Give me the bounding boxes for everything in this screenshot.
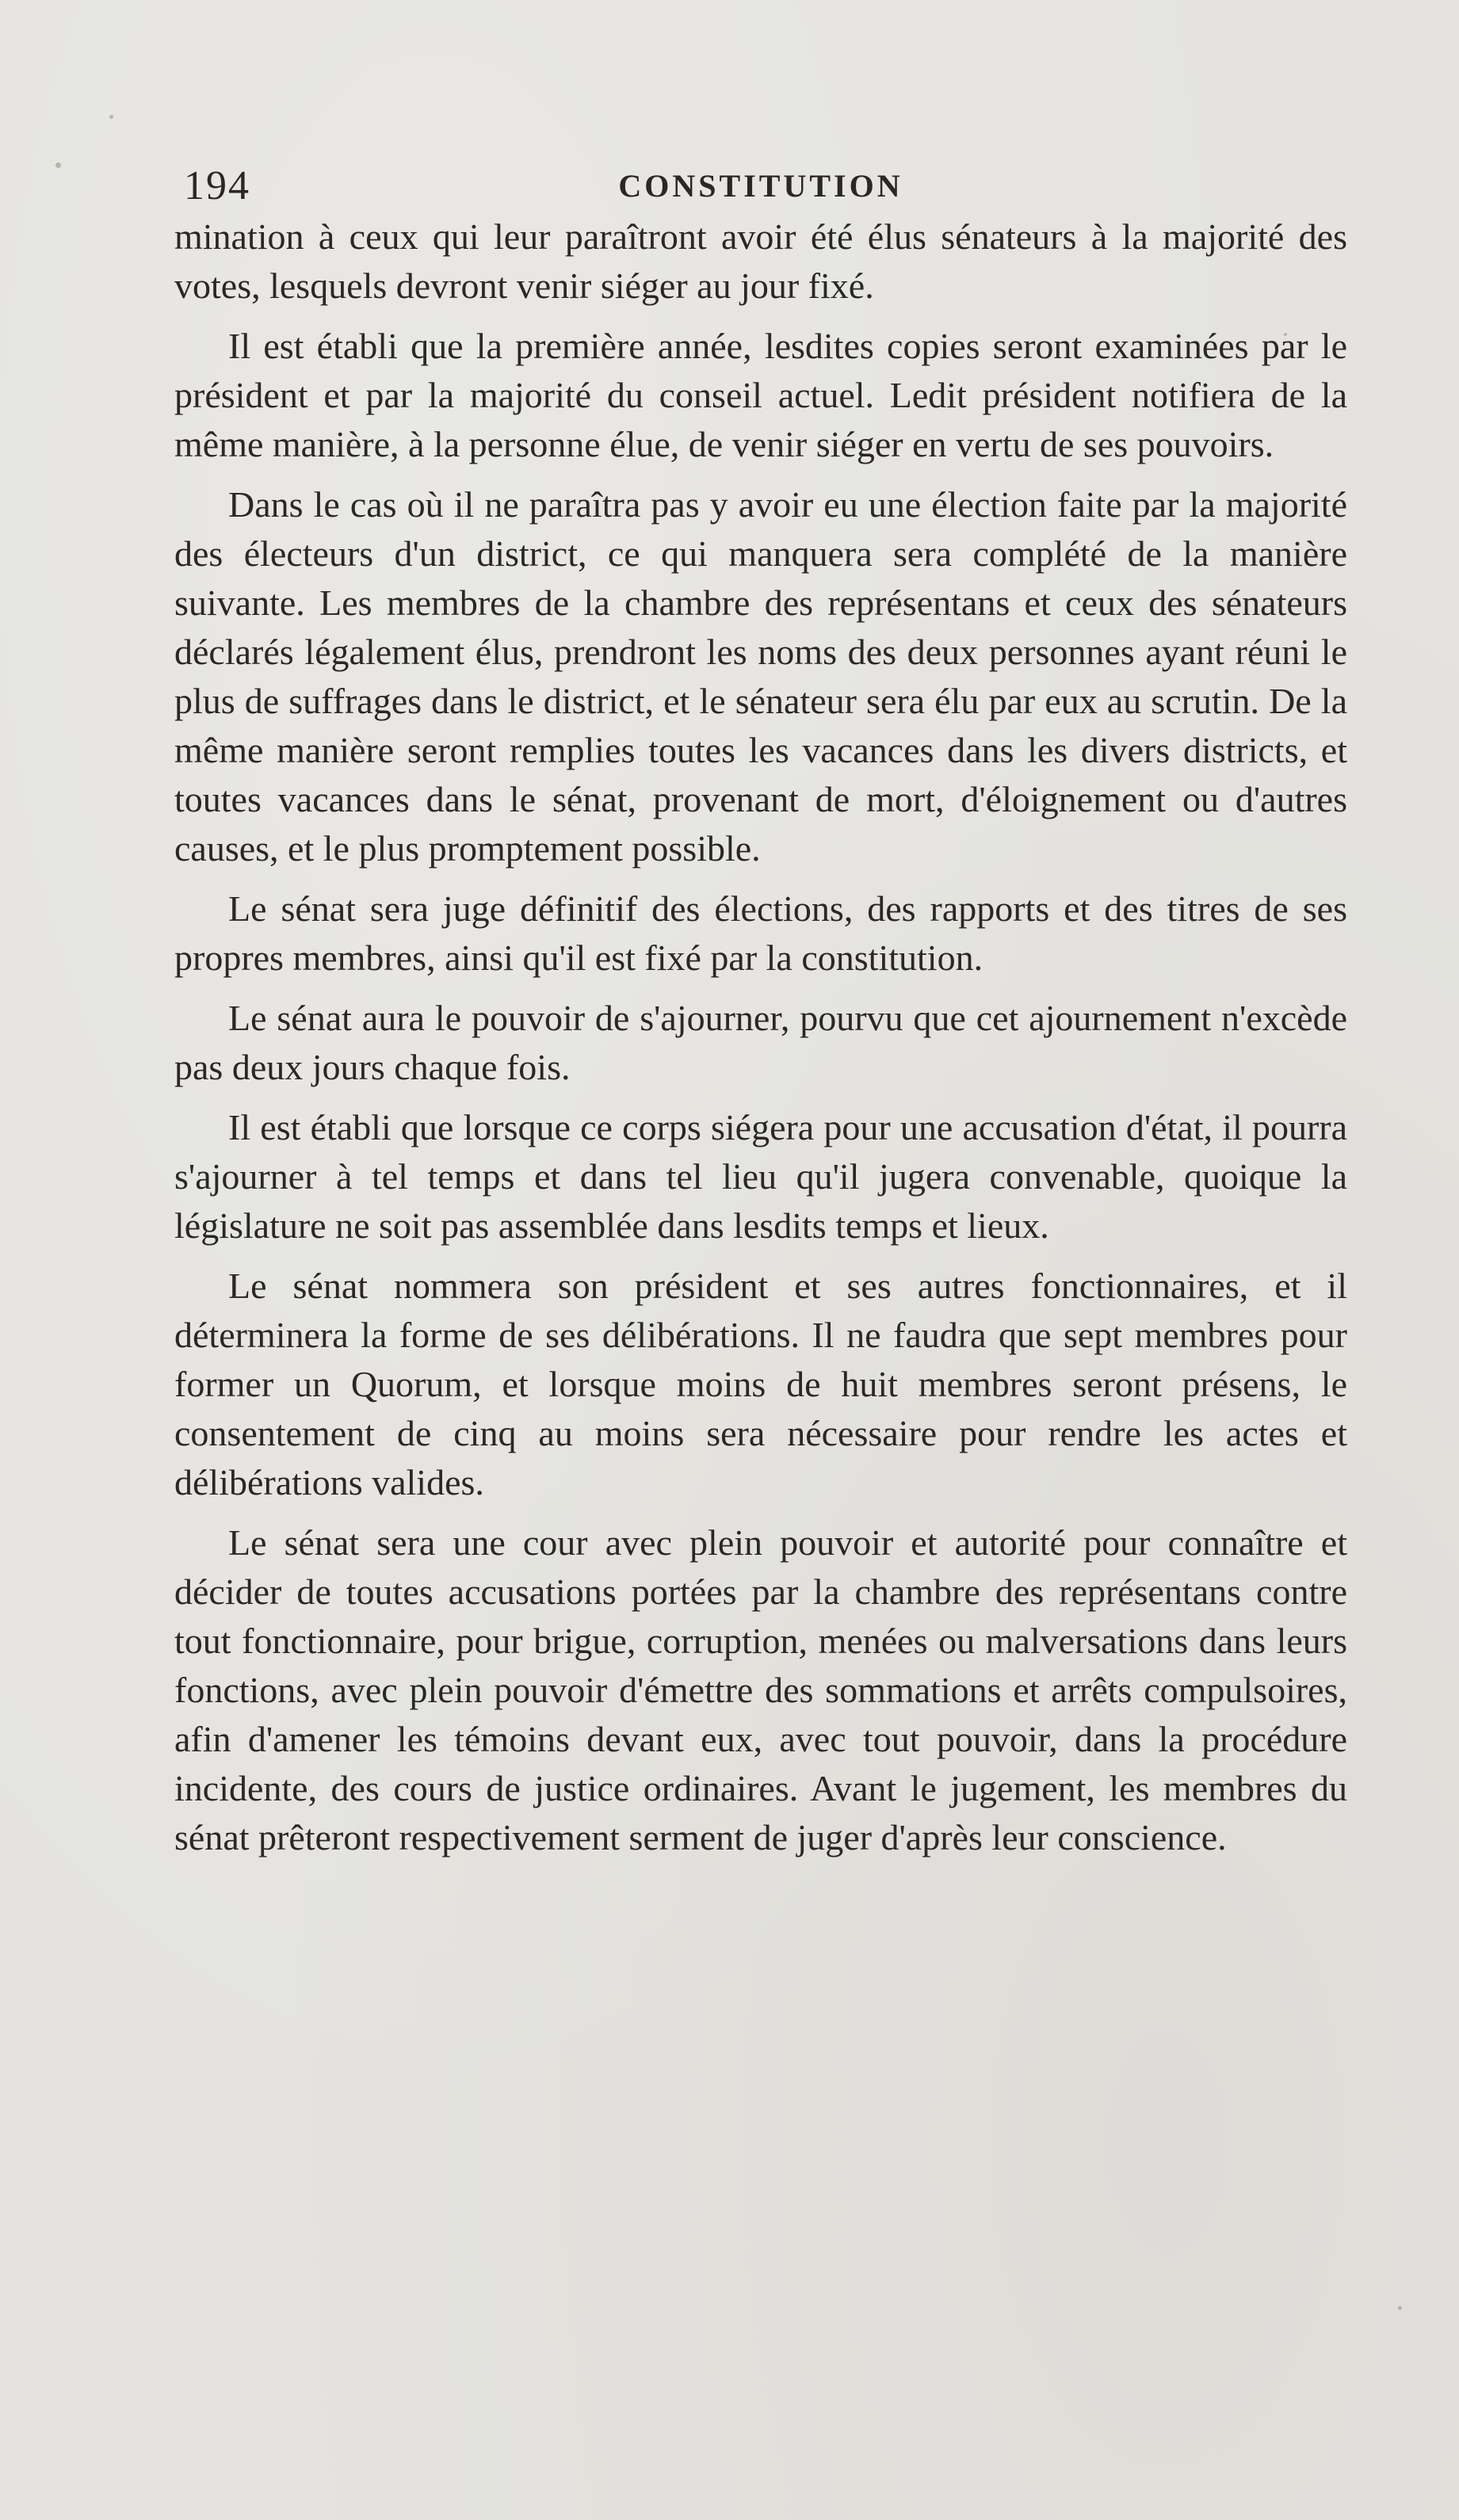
paragraph: Il est établi que lorsque ce corps siégera pour une accusation d'état, il pourra s'ajourner à tel temps et dans tel lieu qu'il jugera convenable, quoique la législature ne soit pas assemblée dans lesdits temps et lieux.	[174, 1107, 1347, 1246]
paragraph-continuation: mination à ceux qui leur paraîtront avoir été élus sénateurs à la majorité des votes, lesquels devront venir siéger au jour fixé.	[174, 216, 1347, 306]
paper-speck	[1398, 2306, 1402, 2310]
page-number: 194	[184, 163, 250, 208]
paragraph: Le sénat aura le pouvoir de s'ajourner, pourvu que cet ajournement n'excède pas deux jours chaque fois.	[174, 998, 1347, 1087]
paragraph: Le sénat nommera son président et ses autres fonctionnaires, et il déterminera la forme de ses délibérations. Il ne faudra que sept membres pour former un Quorum, et lorsque moins de huit membres seront présens, le consentement de cinq au moins sera nécessaire pour rendre les actes et délibérations valides.	[174, 1266, 1347, 1502]
body-text	[174, 212, 1347, 1862]
paragraph: Il est établi que la première année, lesdites copies seront examinées par le président et par la majorité du conseil actuel. Ledit président notifiera de la même manière, à la personne élue, de venir siéger en vertu de ses pouvoirs.	[174, 326, 1347, 464]
paper-speck	[109, 115, 113, 119]
running-title: CONSTITUTION	[618, 168, 903, 204]
paper-speck	[55, 162, 61, 168]
running-head	[174, 158, 1347, 214]
paragraph: Le sénat sera une cour avec plein pouvoir et autorité pour connaître et décider de toutes accusations portées par la chambre des représentans contre tout fonctionnaire, pour brigue, corruption, menées ou malversations dans leurs fonctions, avec plein pouvoir d'émettre des sommations et arrêts compulsoires, afin d'amener les témoins devant eux, avec tout pouvoir, dans la procédure incidente, des cours de justice ordinaires. Avant le jugement, les membres du sénat prêteront respectivement serment de juger d'après leur conscience.	[174, 1522, 1347, 1858]
paragraph: Dans le cas où il ne paraîtra pas y avoir eu une élection faite par la majorité des électeurs d'un district, ce qui manquera sera complété de la manière suivante. Les membres de la chambre des représentans et ceux des sénateurs déclarés légalement élus, prendront les noms des deux personnes ayant réuni le plus de suffrages dans le district, et le sénateur sera élu par eux au scrutin. De la même manière seront remplies toutes les vacances dans les divers districts, et toutes vacances dans le sénat, provenant de mort, d'éloignement ou d'autres causes, et le plus promptement possible.	[174, 484, 1347, 869]
paragraph: Le sénat sera juge définitif des élections, des rapports et des titres de ses propres membres, ainsi qu'il est fixé par la constitution.	[174, 888, 1347, 978]
